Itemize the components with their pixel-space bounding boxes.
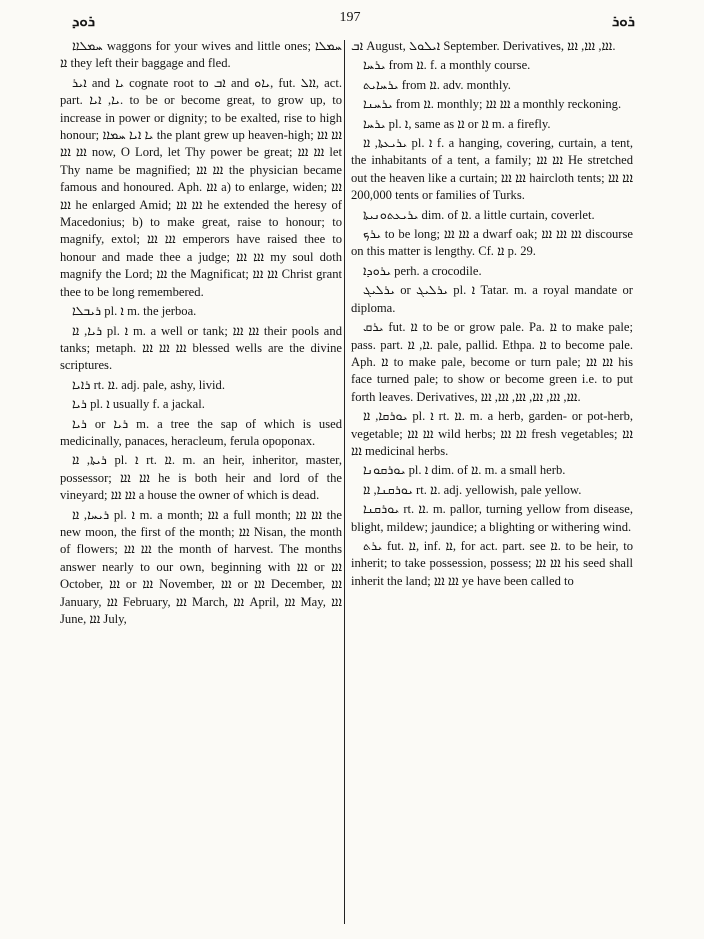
entry: ܝܪܬ fut. ܐܐ, inf. ܐܐ, for act. part. see ܐܐ. to be heir, to inherit; to take possession, possess; ܐܐܐ ܐܐܐ his seed shall inherit the land; ܐܐܐ ܐܐܐ ye have been called to (351, 538, 633, 588)
entry: ܪܝܚܐ, ܐܐ pl. ܐ m. a month; ܐܐܐ a full month; ܐܐܐ ܐܐܐ the new moon, the first of the month; ܐܐܐ Nisan, the month of flowers; ܐܐܐ ܐܐܐ the month of harvest. The months answer nearly to our own, beginning with ܐܐܐ or ܐܐܐ October, ܐܐܐ or ܐܐܐ November, ܐܐܐ or ܐܐܐ December, ܐܐܐ January, ܐܐܐ February, ܐܐܐ March, ܐܐܐ April, ܐܐܐ May, ܐܐܐ June, ܐܐܐ July, (60, 507, 342, 626)
entry: ܝܪܚܐ from ܐܐ. f. a monthly course. (363, 58, 531, 73)
entry: ܝܘܪܩܐ, ܐܐ pl. ܐ rt. ܐܐ. m. a herb, garden- or pot-herb, vegetable; ܐܐܐ ܐܐܐ wild herbs; ܐܐܐ ܐܐܐ fresh vegetables; ܐܐܐ ܐܐܐ medicinal herbs. (351, 409, 633, 458)
entry: ܝܘܪܩܢܐ, ܐܐ rt. ܐܐ. adj. yellowish, pale yellow. (363, 482, 582, 497)
left-running-headword: ܪܘܕ (72, 12, 96, 30)
entry: ܝܘܪܩܢܐ rt. ܐܐ. m. pallor, turning yellow from disease, blight, mildew; jaundice; a blighting or withering wind. (351, 502, 633, 534)
entry: ܝܪܝܥܬܘܢܝܬܐ dim. of ܐܐ. a little curtain, coverlet. (363, 207, 595, 222)
entry: ܝܪܚܐܝܬ from ܐܐ. adv. monthly. (363, 77, 511, 92)
left-column (60, 38, 342, 928)
entry: ܪܝܒܠܐ pl. ܐ m. the jerboa. (72, 304, 197, 319)
page-number: 197 (339, 10, 361, 25)
right-column (351, 38, 633, 928)
entry: ܪܝܐ, ܐܐ pl. ܐ m. a well or tank; ܐܐܐ ܐܐܐ their pools and tanks; metaph. ܐܐܐ ܐܐܐ ܐܐܐ blessed wells are the divine scriptures. (60, 323, 342, 373)
entry-continuation: ܐܒ August, ܐܝܠܘܠ September. Derivatives, ܐܐܐ, ܐܐܐ, ܐܐܐ. (351, 39, 616, 53)
entry: ܪܝܐ pl. ܐ usually f. a jackal. (72, 397, 205, 412)
entry: ܪܝܬܐ, ܐܐ pl. ܐ rt. ܐܐ. m. an heir, inheritor, master, possessor; ܐܐܐ ܐܐܐ he is both heir and lord of the vineyard; ܐܐܐ ܐܐܐ a house the owner of which is dead. (60, 453, 342, 503)
page-header (60, 8, 660, 32)
entry: ܚܡܠܐܐ waggons for your wives and little ones; ܚܡܠܐ ܐܐ they left their baggage and fled. (60, 39, 342, 71)
column-divider (344, 40, 345, 924)
entry: ܐܝܪ and ܝܐ cognate root to ܐܒ and ܝܐܘ, fut. ܐܐܠ, act. part. ܝܐ, ܐܝܐ. to be or become great, to grow up, to increase in power or dignity; to be exalted, rise to high honour; ܝܐ ܐܝܐ ܚܡܐܐ the plant grew up heaven-high; ܐܐܐ ܐܐܐ ܐܐܐ ܐܐܐ now, O Lord, let Thy power be great; ܐܐܐ ܐܐܐ let Thy name be magnified; ܐܐܐ ܐܐܐ the physician became famous and honoured. Aph. ܐܐܐ a) to enlarge, widen; ܐܐܐ ܐܐܐ he enlarged Amid; ܐܐܐ ܐܐܐ he extended the heresy of Macedonius; b) to make great, raise to honour; to magnify, extol; ܐܐܐ ܐܐܐ emperors have raised thee to honour and made thee a judge; ܐܐܐ ܐܐܐ my soul doth magnify the Lord; ܐܐܐ the Magnificat; ܐܐܐ ܐܐܐ Christ grant thee to be long remembered. (60, 75, 342, 299)
entry: ܪܝܐ or ܪܝܐ m. a tree the sap of which is used medicinally, panaces, heracleum, ferula opoponax. (60, 416, 342, 448)
entry: ܝܪܘܕܐ perh. a crocodile. (363, 263, 482, 278)
entry: ܝܪܝܥܬܐ, ܐܐ pl. ܐ f. a hanging, covering, curtain, a tent, the inhabitants of a tent, a family; ܐܐܐ ܐܐܐ He stretched out the heaven like a curtain; ܐܐܐ ܐܐܐ haircloth tents; ܐܐܐ ܐܐܐ 200,000 tents or families of Turks. (351, 136, 633, 203)
entry: ܝܪܩ fut. ܐܐ to be or grow pale. Pa. ܐܐ to make pale; pass. part. ܐܐ, ܐܐ. pale, pallid. Ethpa. ܐܐ to become pale. Aph. ܐܐ to make pale, become or turn pale; ܐܐܐ ܐܐܐ his face turned pale; to show or become green i.e. to put forth leaves. Derivatives, ܐܐܐ, ܐܐܐ, ܐܐܐ, ܐܐܐ, ܐܐܐ, ܐܐܐ. (351, 320, 633, 404)
entry: ܝܪܠܝܓ or ܝܪܠܝܓ pl. ܐ Tatar. m. a royal mandate or diploma. (351, 283, 633, 315)
entry: ܝܪܟ to be long; ܐܐܐ ܐܐܐ a dwarf oak; ܐܐܐ ܐܐܐ ܐܐܐ discourse on this matter is lengthy. Cf. ܐܐ p. 29. (351, 227, 633, 259)
entry: ܪܐܝܐ rt. ܐܐ. adj. pale, ashy, livid. (72, 377, 226, 392)
entry: ܝܪܚܢܐ from ܐܐ. monthly; ܐܐܐ ܐܐܐ a monthly reckoning. (363, 97, 622, 112)
entry: ܝܪܚܐ pl. ܐ, same as ܐܐ or ܐܐ m. a firefly. (363, 116, 551, 131)
right-running-headword: ܪܘܪ (612, 12, 635, 30)
entry: ܝܘܪܩܘܢܐ pl. ܐ dim. of ܐܐ. m. a small herb. (363, 463, 566, 478)
